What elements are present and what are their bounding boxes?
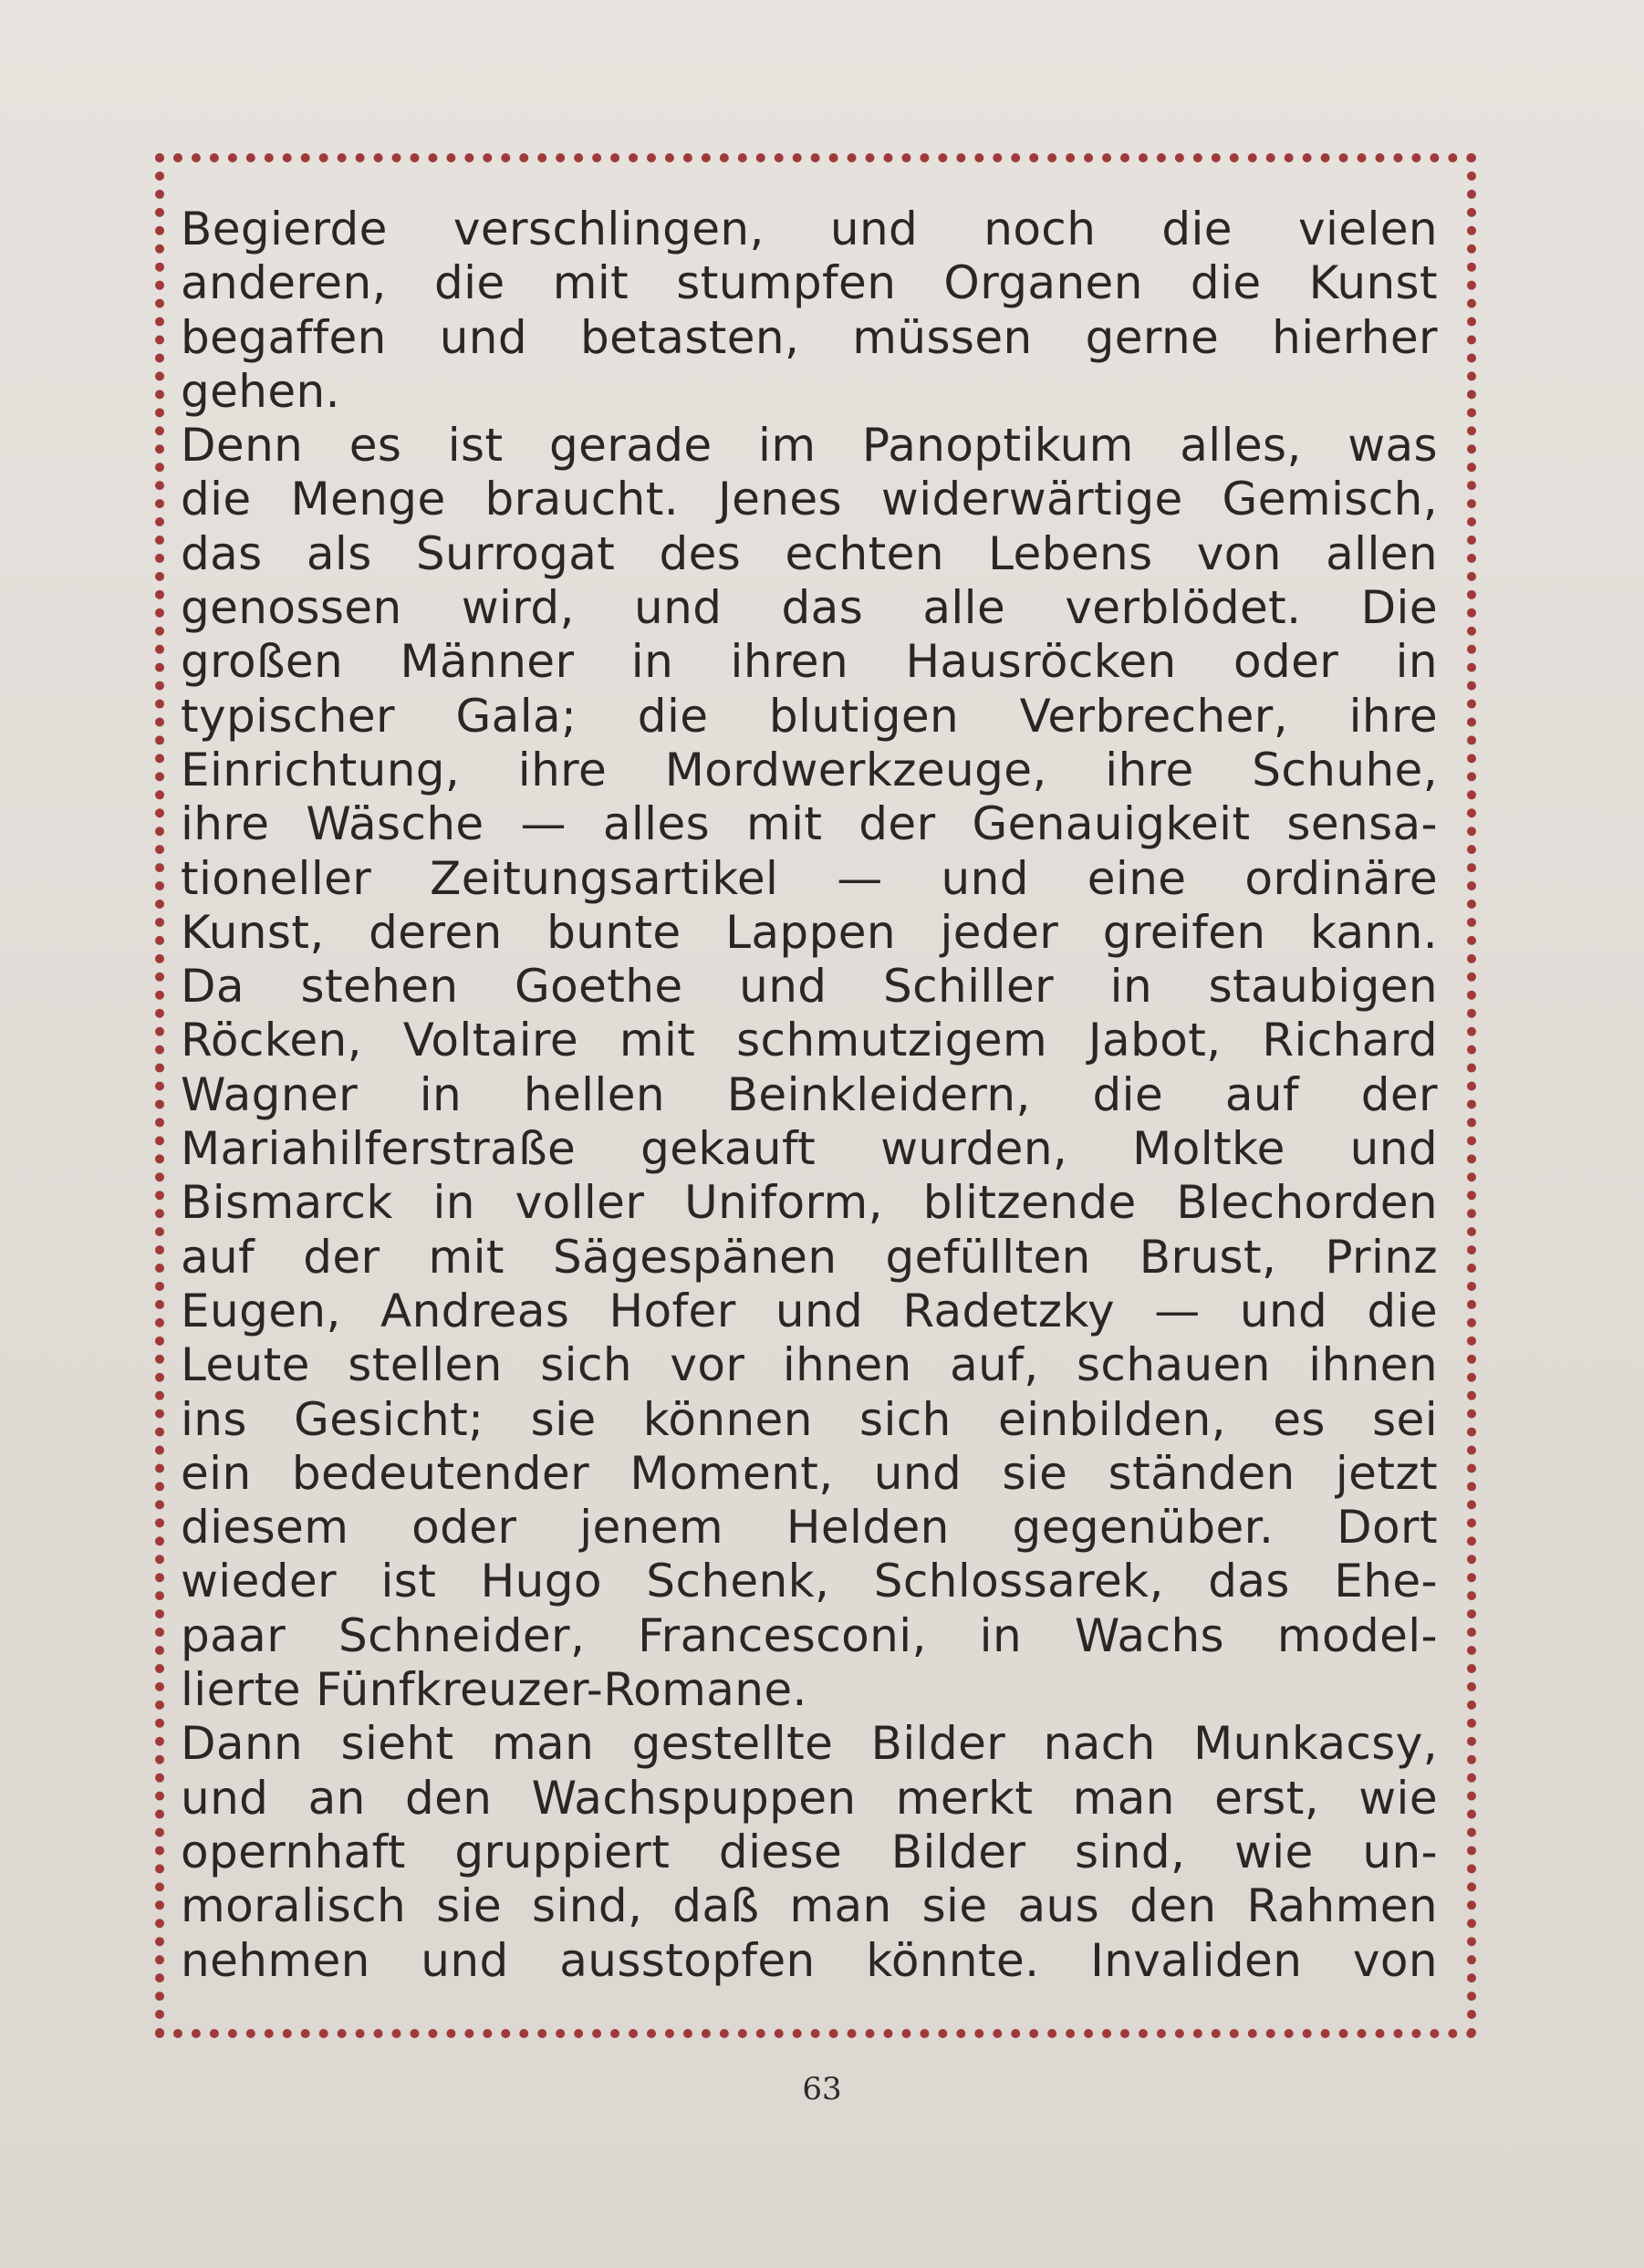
text-line: lierte Fünfkreuzer-Romane. (181, 1663, 807, 1717)
text-line: auf der mit Sägespänen gefüllten Brust, Prinz (181, 1230, 1438, 1284)
text-line: die Menge braucht. Jenes widerwärtige Gemisch, (181, 473, 1438, 526)
text-line: tioneller Zeitungsartikel — und eine ordinäre (181, 851, 1438, 905)
body-text (181, 203, 1438, 1988)
text-line: Leute stellen sich vor ihnen auf, schauen ihnen (181, 1338, 1438, 1392)
text-line: opernhaft gruppiert diese Bilder sind, wie un- (181, 1825, 1438, 1878)
text-line: ins Gesicht; sie können sich einbilden, es sei (181, 1392, 1438, 1446)
text-line: paar Schneider, Francesconi, in Wachs model- (181, 1608, 1438, 1662)
text-line: Denn es ist gerade im Panoptikum alles, was (181, 419, 1438, 473)
text-line: typischer Gala; die blutigen Verbrecher, ihre (181, 689, 1438, 743)
text-line: Kunst, deren bunte Lappen jeder greifen kann. (181, 905, 1438, 959)
text-line: großen Männer in ihren Hausröcken oder in (181, 635, 1438, 689)
text-line: wieder ist Hugo Schenk, Schlossarek, das Ehe- (181, 1555, 1438, 1608)
text-line: genossen wird, und das alle verblödet. Die (181, 581, 1438, 635)
text-line: anderen, die mit stumpfen Organen die Kunst (181, 256, 1438, 310)
text-line: ihre Wäsche — alles mit der Genauigkeit sensa- (181, 797, 1438, 851)
text-line: moralisch sie sind, daß man sie aus den Rahmen (181, 1879, 1438, 1933)
text-line: ein bedeutender Moment, und sie ständen jetzt (181, 1446, 1438, 1500)
text-line: Röcken, Voltaire mit schmutzigem Jabot, Richard (181, 1014, 1438, 1067)
text-line: Begierde verschlingen, und noch die vielen (181, 203, 1438, 255)
text-line: und an den Wachspuppen merkt man erst, wie (181, 1771, 1438, 1825)
text-line: das als Surrogat des echten Lebens von allen (181, 526, 1438, 580)
text-line: Bismarck in voller Uniform, blitzende Blechorden (181, 1176, 1438, 1230)
text-line: Dann sieht man gestellte Bilder nach Munkacsy, (181, 1717, 1438, 1771)
text-line: Wagner in hellen Beinkleidern, die auf der (181, 1067, 1438, 1121)
text-line: Da stehen Goethe und Schiller in staubigen (181, 960, 1438, 1014)
text-line: nehmen und ausstopfen könnte. Invaliden von (181, 1933, 1438, 1987)
text-line: Einrichtung, ihre Mordwerkzeuge, ihre Schuhe, (181, 743, 1438, 796)
text-line: diesem oder jenem Helden gegenüber. Dort (181, 1501, 1438, 1555)
text-line: Eugen, Andreas Hofer und Radetzky — und die (181, 1284, 1438, 1337)
text-line: Mariahilferstraße gekauft wurden, Moltke und (181, 1122, 1438, 1176)
text-line: gehen. (181, 364, 340, 418)
text-line: begaffen und betasten, müssen gerne hierher (181, 310, 1438, 364)
page-number: 63 (802, 2071, 842, 2107)
